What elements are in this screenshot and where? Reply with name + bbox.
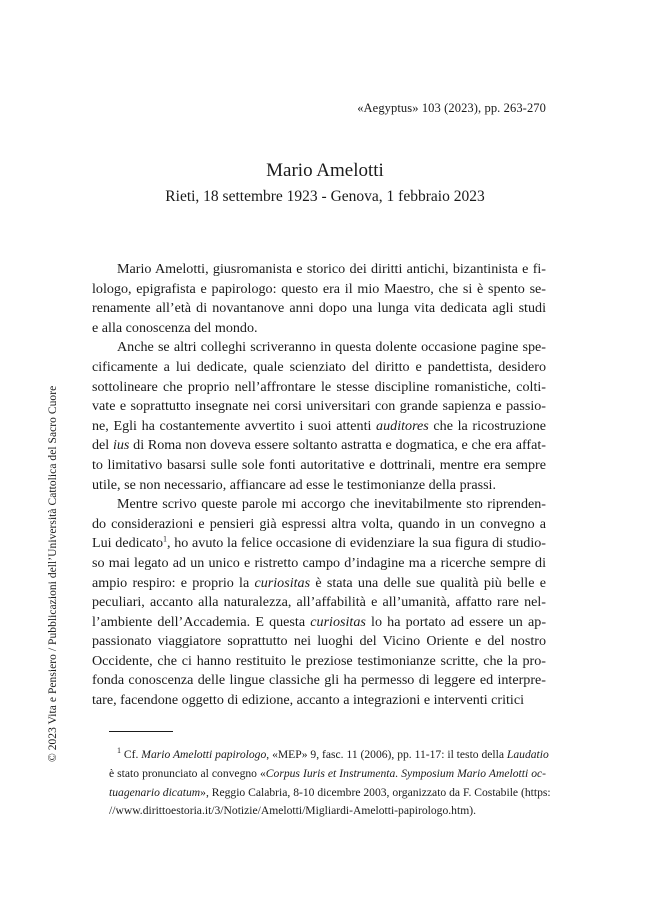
text-line: passionato viaggiatore soprattutto nei luoghi del Vicino Oriente e del nostro xyxy=(92,633,546,650)
text-line: peculiari, accanto alla naturalezza, all’affabilità e all’umanità, affatto rare nel- xyxy=(92,594,546,611)
italic-text: tuagenario dicatum xyxy=(109,785,201,799)
copyright-spine: © 2023 Vita e Pensiero / Pubblicazioni dell’Università Cattolica del Sacro Cuore xyxy=(47,385,59,762)
text-line: l’ambiente dell’Accademia. E questa curiositas lo ha portato ad essere un ap- xyxy=(92,613,547,630)
footnote xyxy=(109,746,551,821)
body-paragraph xyxy=(92,495,546,711)
text-line: sottolineare che proprio nell’affrontare le stesse discipline romanistiche, colti- xyxy=(92,378,546,395)
text-line: ne, Egli ha costantemente avvertito i suoi attenti auditores che la ricostruzione xyxy=(92,417,546,434)
text-line: del ius di Roma non doveva essere soltanto astratta e dogmatica, e che era affat- xyxy=(92,437,546,454)
body-paragraph xyxy=(92,260,546,338)
article-body xyxy=(92,260,546,711)
page-title: Mario Amelotti xyxy=(266,160,384,181)
text-line: Occidente, che ci hanno restituito le preziose testimonianze scritte, che la pro- xyxy=(92,652,546,669)
footnote-marker: 1 xyxy=(163,534,168,544)
text-line: Anche se altri colleghi scriveranno in questa dolente occasione pagine spe- xyxy=(117,339,546,356)
footnote-line: è stato pronunciato al convegno «Corpus Iuris et Instrumenta. Symposium Mario Amelotti oc- xyxy=(109,766,546,780)
italic-text: Corpus Iuris et Instrumenta. Symposium Mario Amelotti oc- xyxy=(265,766,546,780)
italic-text: Laudatio xyxy=(506,748,549,761)
footnote-line: $^1$ Cf. Mario Amelotti papirologo, «MEP» 9, fasc. 11 (2006), pp. 11-17: il testo della Laudatio xyxy=(117,746,549,761)
page-subtitle: Rieti, 18 settembre 1923 - Genova, 1 febbraio 2023 xyxy=(165,188,485,205)
text-line: Lui dedicato$^1$, ho avuto la felice occasione di evidenziare la sua figura di studio- xyxy=(92,534,546,552)
text-line: renamente all’età di novantanove anni dopo una lunga vita dedicata agli studi xyxy=(92,300,546,317)
text-line: so mai legato ad un unico e ristretto campo d’indagine ma a ricerche sempre di xyxy=(92,554,546,571)
italic-text: Mario Amelotti papirologo xyxy=(141,748,267,761)
italic-text: ius xyxy=(112,437,130,454)
italic-text: curiositas xyxy=(254,574,311,591)
text-line: Mentre scrivo queste parole mi accorgo che inevitabilmente sto riprenden- xyxy=(117,496,546,513)
footnote-line: //www.dirittoestoria.it/3/Notizie/Amelotti/Migliardi-Amelotti-papirologo.htm). xyxy=(109,804,476,818)
body-paragraph xyxy=(92,338,546,495)
italic-text: auditores xyxy=(376,417,429,434)
text-line: cificamente a lui dedicate, quale scienziato del diritto e pandettista, desidero xyxy=(92,358,546,375)
footnote-marker: 1 xyxy=(117,746,121,756)
text-line: do considerazioni e pensieri già espressi altra volta, quando in un convegno a xyxy=(92,515,546,532)
journal-citation: «Aegyptus» 103 (2023), pp. 263-270 xyxy=(357,101,546,115)
text-line: vate e soprattutto insegnate nei corsi universitari con grande sapienza e passio- xyxy=(92,398,546,415)
footnote-divider xyxy=(109,731,173,732)
italic-text: curiositas xyxy=(310,613,366,630)
text-line: tare, facendone oggetto di edizione, accanto a integrazioni e interventi critici xyxy=(92,692,525,709)
text-line: to limitativo basarsi sulle sole fonti autoritative e dottrinali, mentre era sempre xyxy=(92,456,546,473)
text-line: utile, se non necessario, affiancare ad esse le testimonianze della prassi. xyxy=(92,476,496,493)
text-line: e alla conoscenza del mondo. xyxy=(92,319,258,336)
text-line: lologo, epigrafista e papirologo: questo era il mio Maestro, che si è spento se- xyxy=(92,280,546,297)
text-line: ampio respiro: e proprio la curiositas è stata una delle sue qualità più belle e xyxy=(92,574,546,591)
text-line: fonda conoscenza delle lingue classiche gli ha permesso di leggere ed interpre- xyxy=(92,672,546,689)
footnote-line: tuagenario dicatum», Reggio Calabria, 8-10 dicembre 2003, organizzato da F. Costabile (https: xyxy=(109,785,551,799)
text-line: Mario Amelotti, giusromanista e storico dei diritti antichi, bizantinista e fi- xyxy=(117,261,546,277)
